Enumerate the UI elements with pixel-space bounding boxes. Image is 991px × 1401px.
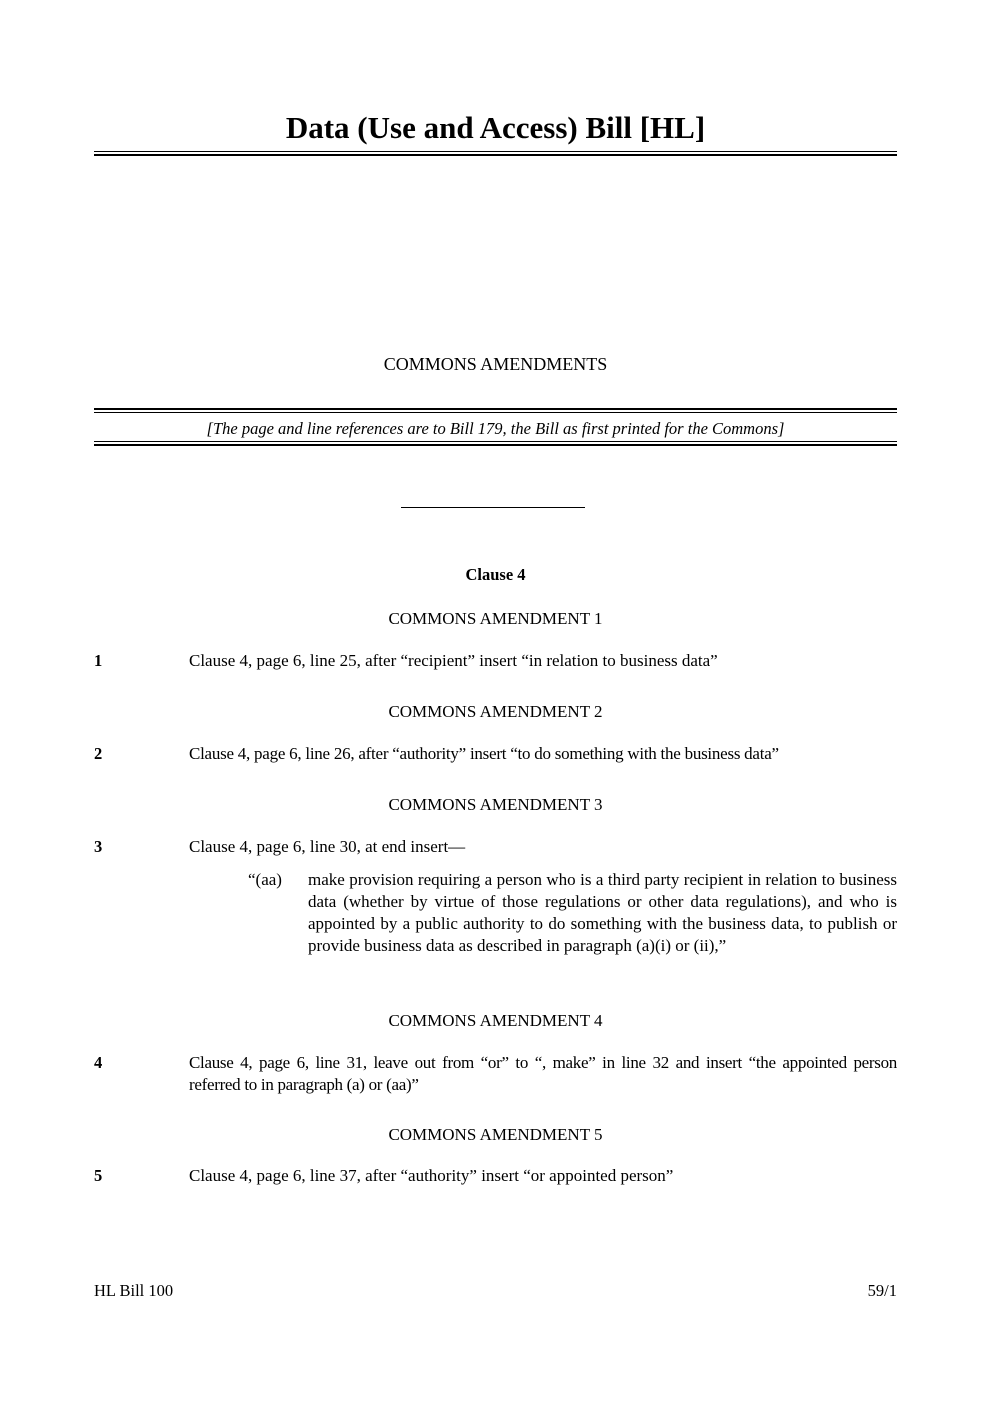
clause-heading: Clause 4 <box>465 565 526 584</box>
amendment-heading: COMMONS AMENDMENT 2 <box>388 702 603 721</box>
reference-note: [The page and line references are to Bill 179, the Bill as first printed for the Commons] <box>206 419 785 438</box>
footer-page-reference: 59/1 <box>867 1281 897 1300</box>
amendment-number: 2 <box>94 744 103 763</box>
inserted-paragraph-label: “(aa) <box>248 870 282 889</box>
section-divider <box>401 507 585 508</box>
amendment-text: Clause 4, page 6, line 31, leave out from “or” to “, make” in line 32 and insert “the appointed person referred to in paragraph (a) or (aa)” <box>189 1053 897 1094</box>
amendment-heading: COMMONS AMENDMENT 3 <box>388 795 603 814</box>
amendment-number: 5 <box>94 1166 103 1185</box>
amendment-text: Clause 4, page 6, line 37, after “authority” insert “or appointed person” <box>189 1166 674 1185</box>
inserted-paragraph-text: make provision requiring a person who is a third party recipient in relation to business data (whether by virtue of those regulations or other data regulations), and who is appointed by a public authority to do something with the business data, to publish or provide business data as described in paragraph (a)(i) or (ii),” <box>308 870 897 955</box>
reference-top-rule <box>94 408 897 414</box>
reference-bottom-rule <box>94 441 897 447</box>
amendment-text: Clause 4, page 6, line 25, after “recipient” insert “in relation to business data” <box>189 651 718 670</box>
document-subtitle: COMMONS AMENDMENTS <box>383 354 608 374</box>
bill-title: Data (Use and Access) Bill [HL] <box>285 110 706 145</box>
amendment-heading: COMMONS AMENDMENT 5 <box>388 1125 603 1144</box>
amendment-number: 1 <box>94 651 103 670</box>
amendment-text: Clause 4, page 6, line 30, at end insert— <box>189 837 466 856</box>
amendment-text: Clause 4, page 6, line 26, after “authority” insert “to do something with the business data” <box>189 744 779 763</box>
amendment-heading: COMMONS AMENDMENT 4 <box>388 1011 603 1030</box>
amendment-heading: COMMONS AMENDMENT 1 <box>388 609 603 628</box>
amendment-number: 4 <box>94 1053 103 1072</box>
footer-bill-reference: HL Bill 100 <box>94 1281 174 1300</box>
amendment-number: 3 <box>94 837 103 856</box>
title-double-rule <box>94 151 897 157</box>
